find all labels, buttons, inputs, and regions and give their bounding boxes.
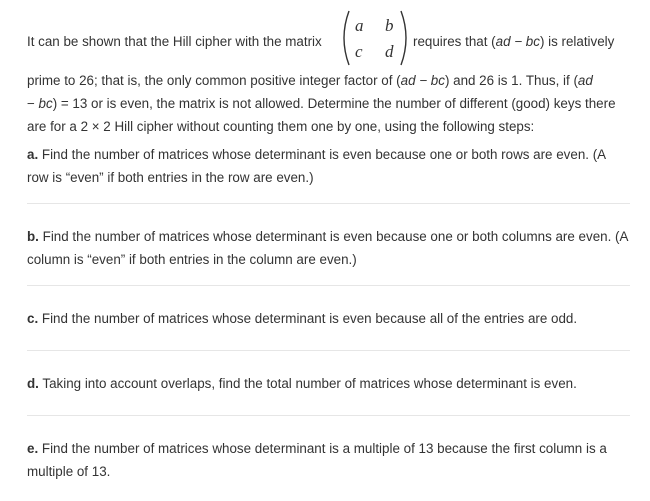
problem-content: [27, 0, 630, 483]
part-c: [27, 307, 630, 330]
matrix-entry-b: b: [385, 16, 394, 35]
part-a: [27, 143, 630, 189]
divider: [27, 203, 630, 204]
part-d: [27, 372, 630, 395]
intro-paragraph: prime to 26; that is, the only common positive integer factor of (ad − bc) and 26 is 1. Thus, if (ad − bc) = 13 or is even, the matrix is not allowed. Determine the number of different (good) keys there are for a 2 × 2 Hill cipher without counting them one by one, using the following steps:: [27, 73, 616, 134]
divider: [27, 415, 630, 416]
part-text: Find the number of matrices whose determinant is a multiple of 13 because the first column is a multiple of 13.: [27, 441, 607, 479]
part-text: Find the number of matrices whose determinant is even because one or both rows are even. (A row is “even” if both entries in the row are even.): [27, 147, 606, 185]
matrix-parentheses: [338, 9, 412, 67]
divider: [27, 350, 630, 351]
part-e: [27, 437, 630, 483]
matrix-entry-c: c: [355, 42, 363, 61]
part-letter: c.: [27, 311, 39, 326]
matrix-entry-a: a: [355, 16, 364, 35]
matrix-entry-d: d: [385, 42, 394, 61]
intro-trail-text: requires that (ad − bc) is relatively: [413, 34, 615, 49]
part-letter: d.: [27, 376, 39, 391]
hill-cipher-matrix: [338, 9, 412, 67]
part-letter: a.: [27, 147, 39, 162]
part-letter: b.: [27, 229, 39, 244]
divider: [27, 285, 630, 286]
part-text: Find the number of matrices whose determinant is even because all of the entries are odd.: [41, 311, 578, 326]
part-b: [27, 225, 630, 271]
intro-first-line: [27, 0, 630, 70]
part-letter: e.: [27, 441, 39, 456]
part-text: Taking into account overlaps, find the total number of matrices whose determinant is even.: [42, 376, 577, 391]
intro-lead-text: It can be shown that the Hill cipher with the matrix: [27, 34, 322, 49]
part-text: Find the number of matrices whose determinant is even because one or both columns are even. (A column is “even” if both entries in the column are even.): [27, 229, 628, 267]
